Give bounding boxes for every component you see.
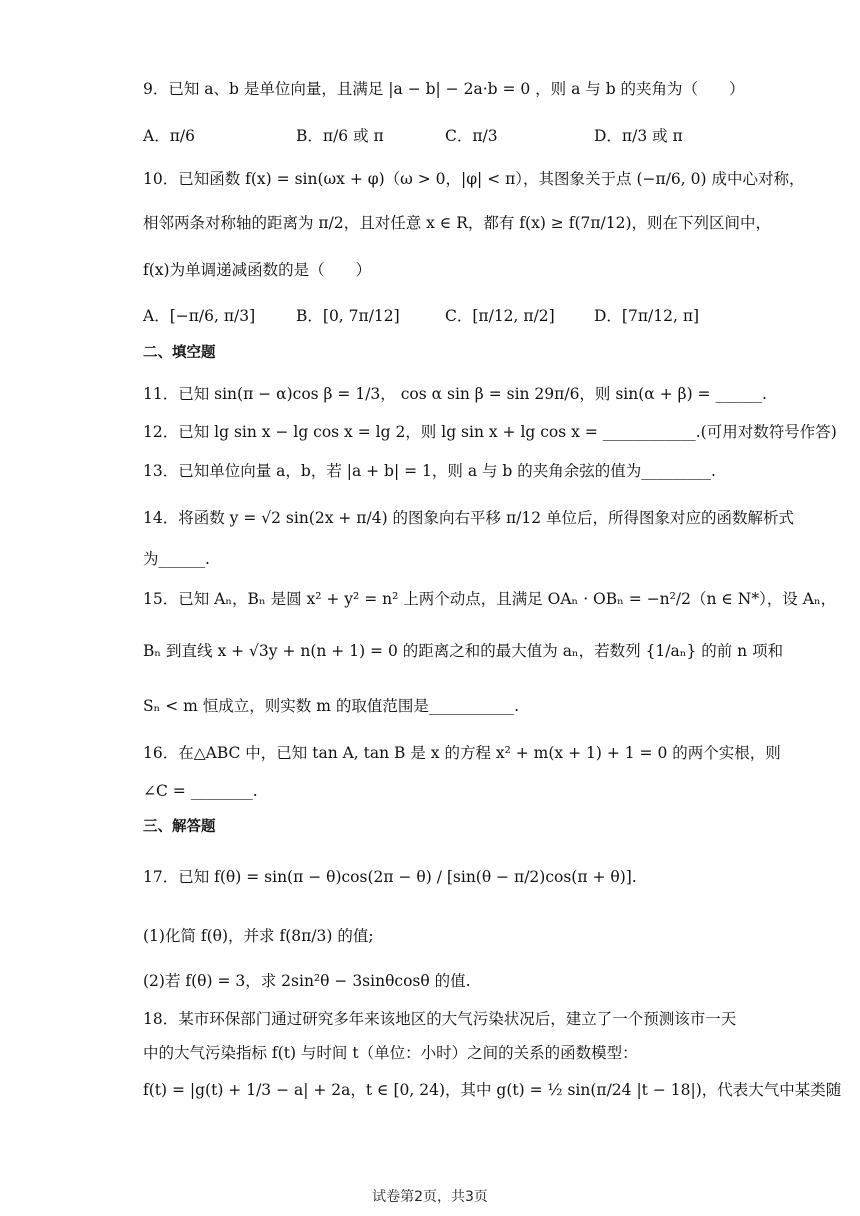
q9-option-d: D．π/3 或 π: [594, 127, 683, 145]
q18-line2: 中的大气污染指标 f(t) 与时间 t（单位：小时）之间的关系的函数模型：: [143, 1044, 638, 1062]
q10-line3: f(x)为单调递减函数的是（ ）: [143, 261, 372, 279]
q17-line3: (2)若 f(θ) = 3，求 2sin²θ − 3sinθcosθ 的值.: [143, 972, 471, 990]
section-solution: 三、解答题: [143, 819, 216, 835]
q10-option-d: D．[7π/12, π]: [594, 307, 700, 325]
q11: 11．已知 sin(π − α)cos β = 1/3， cos α sin β = sin 29π/6，则 sin(α + β) = ______.: [143, 385, 767, 403]
q12: 12．已知 lg sin x − lg cos x = lg 2，则 lg sin x + lg cos x = ____________.(可用对数符号作答): [143, 423, 837, 441]
q16-line2: ∠C = ________.: [143, 782, 258, 800]
q9-stem: 9．已知 a、b 是单位向量，且满足 |a − b| − 2a·b = 0 ，则 a 与 b 的夹角为（ ）: [143, 80, 745, 98]
q10-option-b: B．[0, 7π/12]: [296, 307, 400, 325]
q14-line2: 为______.: [143, 550, 210, 568]
q15-line2: Bₙ 到直线 x + √3y + n(n + 1) = 0 的距离之和的最大值为 aₙ，若数列 {1/aₙ} 的前 n 项和: [143, 642, 784, 660]
q18-line3: f(t) = |g(t) + 1/3 − a| + 2a，t ∈ [0, 24)，其中 g(t) = ½ sin(π/24 |t − 18|)，代表大气中某类随: [143, 1081, 842, 1099]
q13: 13．已知单位向量 a，b，若 |a + b| = 1，则 a 与 b 的夹角余弦的值为_________.: [143, 462, 716, 480]
q17-line1: 17．已知 f(θ) = sin(π − θ)cos(2π − θ) / [sin(θ − π/2)cos(π + θ)].: [143, 868, 637, 886]
q17-line2: (1)化简 f(θ)，并求 f(8π/3) 的值;: [143, 927, 374, 945]
q18-line1: 18．某市环保部门通过研究多年来该地区的大气污染状况后，建立了一个预测该市一天: [143, 1010, 737, 1028]
q16-line1: 16．在△ABC 中，已知 tan A, tan B 是 x 的方程 x² + m(x + 1) + 1 = 0 的两个实根，则: [143, 744, 781, 762]
q14-line1: 14．将函数 y = √2 sin(2x + π/4) 的图象向右平移 π/12 单位后，所得图象对应的函数解析式: [143, 509, 795, 527]
section-fill-in-blank: 二、填空题: [143, 345, 216, 361]
q15-line1: 15．已知 Aₙ，Bₙ 是圆 x² + y² = n² 上两个动点，且满足 OAₙ · OBₙ = −n²/2（n ∈ N*），设 Aₙ，: [143, 590, 837, 608]
q9-option-b: B．π/6 或 π: [296, 127, 384, 145]
q9-option-c: C．π/3: [445, 127, 498, 145]
q10-option-a: A．[−π/6, π/3]: [143, 307, 256, 325]
q10-line2: 相邻两条对称轴的距离为 π/2，且对任意 x ∈ R，都有 f(x) ≥ f(7π/12)，则在下列区间中，: [143, 214, 772, 232]
q15-line3: Sₙ < m 恒成立，则实数 m 的取值范围是___________.: [143, 697, 520, 715]
page-footer: 试卷第2页，共3页: [372, 1189, 488, 1205]
q10-option-c: C．[π/12, π/2]: [445, 307, 555, 325]
q9-option-a: A．π/6: [143, 127, 195, 145]
q10-line1: 10．已知函数 f(x) = sin(ωx + φ)（ω > 0，|φ| < π），其图象关于点 (−π/6, 0) 成中心对称，: [143, 170, 805, 188]
